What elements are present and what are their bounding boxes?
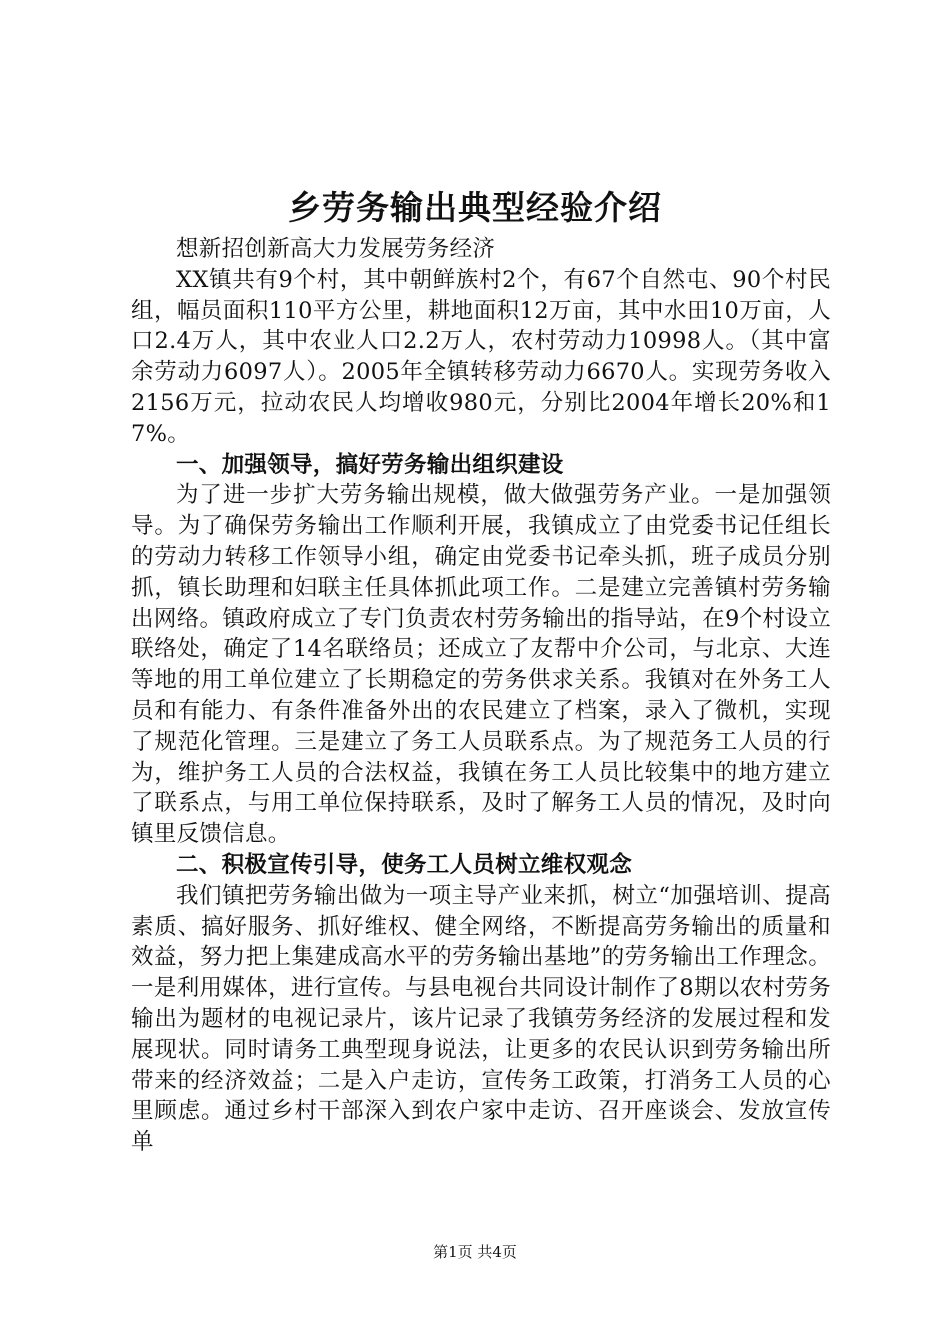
subtitle-paragraph: 想新招创新高大力发展劳务经济 [176,236,496,262]
section-heading-1: 一、加强领导，搞好劳务输出组织建设 [176,451,564,478]
document-body [131,234,831,1158]
section-heading-2: 二、积极宣传引导，使务工人员树立维权观念 [176,851,633,878]
intro-paragraph: XX镇共有9个村，其中朝鲜族村2个，有67个自然屯、90个村民组，幅员面积110平方公里，耕地面积12万亩，其中水田10万亩，人口2.4万人，其中农业人口2.2万人，农村劳动力10998人。（其中富余劳动力6097人）。2005年全镇转移劳动力6670人。实现劳务收入2156万元，拉动农民人均增收980元，分别比2004年增长20%和17%。 [131,266,831,447]
page-title: 乡劳务输出典型经验介绍 [288,188,662,227]
section-paragraph-2: 我们镇把劳务输出做为一项主导产业来抓，树立“加强培训、提高素质、搞好服务、抓好维权、健全网络，不断提高劳务输出的质量和效益，努力把上集建成高水平的劳务输出基地”的劳务输出工作理念。一是利用媒体，进行宣传。与县电视台共同设计制作了8期以农村劳务输出为题材的电视记录片，该片记录了我镇劳务经济的发展过程和发展现状。同时请务工典型现身说法，让更多的农民认识到劳务输出所带来的经济效益；二是入户走访，宣传务工政策，打消务工人员的心里顾虑。通过乡村干部深入到农户家中走访、召开座谈会、发放宣传单 [131,882,831,1156]
page-number-footer: 第1页 共4页 [433,1243,517,1261]
section-paragraph-1: 为了进一步扩大劳务输出规模，做大做强劳务产业。一是加强领导。为了确保劳务输出工作顺利开展，我镇成立了由党委书记任组长的劳动力转移工作领导小组，确定由党委书记牵头抓，班子成员分别抓，镇长助理和妇联主任具体抓此项工作。二是建立完善镇村劳务输出网络。镇政府成立了专门负责农村劳务输出的指导站，在9个村设立联络处，确定了14名联络员；还成立了友帮中介公司，与北京、大连等地的用工单位建立了长期稳定的劳务供求关系。我镇对在外务工人员和有能力、有条件准备外出的农民建立了档案，录入了微机，实现了规范化管理。三是建立了务工人员联系点。为了规范务工人员的行为，维护务工人员的合法权益，我镇在务工人员比较集中的地方建立了联系点，与用工单位保持联系，及时了解务工人员的情况，及时向镇里反馈信息。 [131,482,831,848]
